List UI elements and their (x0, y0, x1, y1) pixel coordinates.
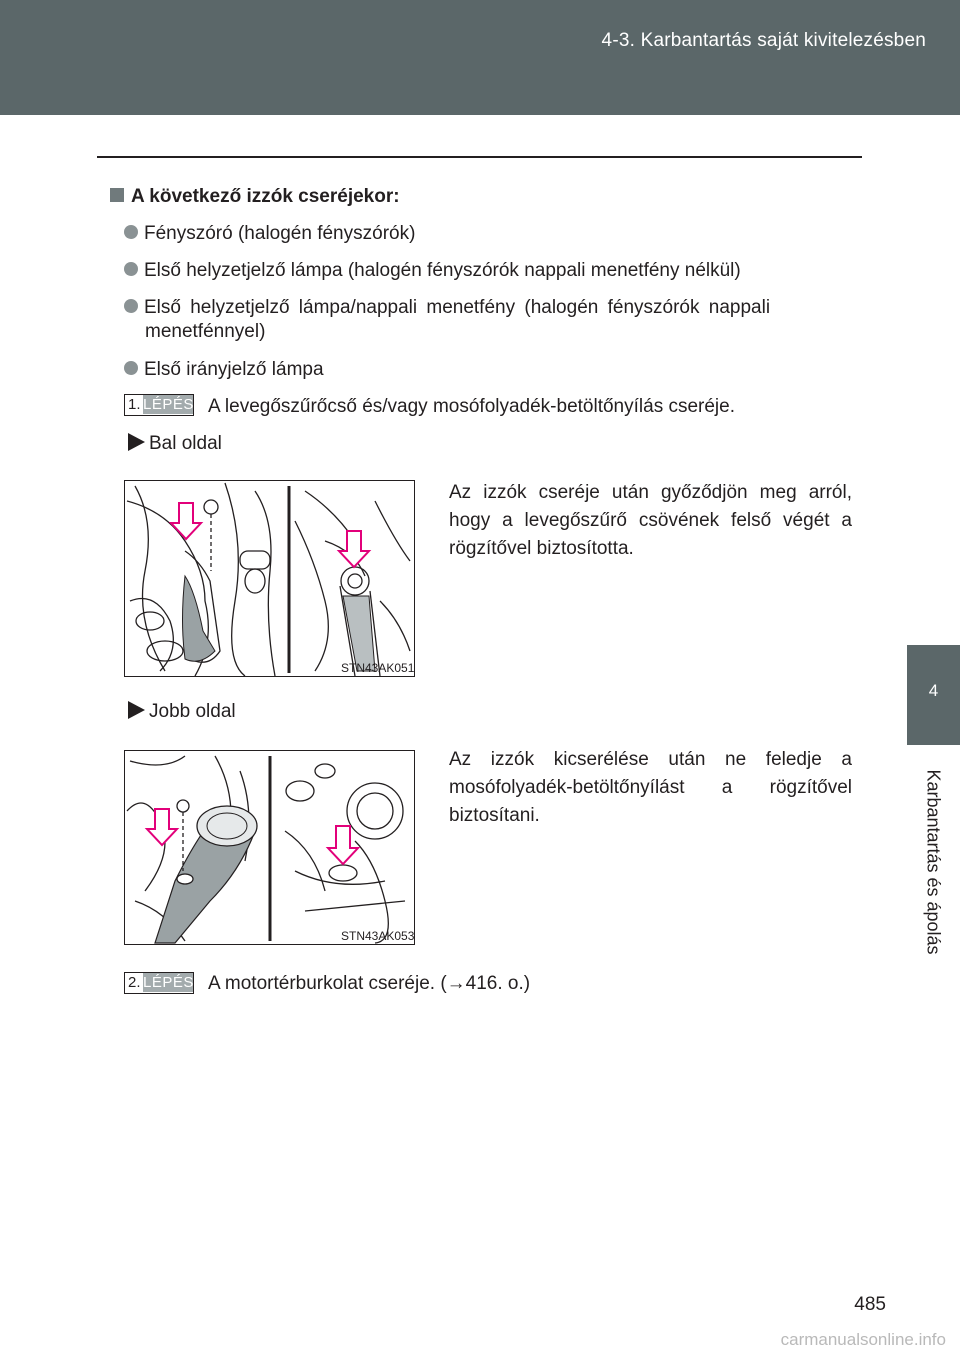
left-side-note: Az izzók cseréje után győződjön meg arról, hogy a levegőszűrő csövének felső végét a rögzítővel biztosította. (449, 482, 852, 559)
step-badge: 2. LÉPÉS (124, 972, 194, 994)
bullet-icon (124, 299, 138, 313)
right-side-note: Az izzók kicserélése után ne feledje a mosófolyadék-betöltőnyílást a rögzítővel biztosítani. (449, 749, 852, 826)
triangle-marker-icon (128, 433, 145, 451)
washer-filler-illustration (125, 751, 415, 945)
figure-left-side (124, 480, 415, 677)
bullet-icon (124, 225, 138, 239)
side-label-left: Bal oldal (128, 432, 222, 456)
step-text: A motortérburkolat cseréje. (→416. o.) (208, 973, 531, 994)
step-text: A levegőszűrőcső és/vagy mosófolyadék-betöltőnyílás cseréje. (208, 396, 735, 417)
list-item: Első helyzetjelző lámpa (halogén fényszórók nappali menetfény nélkül) (124, 259, 741, 283)
list-item: Fényszóró (halogén fényszórók) (124, 222, 415, 246)
top-rule (97, 156, 862, 158)
list-item: Első irányjelző lámpa (124, 358, 324, 382)
side-label-right: Jobb oldal (128, 700, 236, 724)
step-badge: 1. LÉPÉS (124, 394, 194, 416)
chapter-number: 4 (928, 681, 939, 700)
figure-code: STN43AK053 (341, 929, 415, 943)
chapter-label-box (910, 755, 956, 970)
chapter-tab (907, 645, 960, 745)
bullet-icon (124, 262, 138, 276)
engine-bay-illustration (125, 481, 415, 677)
triangle-marker-icon (128, 701, 145, 719)
section-title: 4-3. Karbantartás saját kivitelezésben (601, 30, 926, 51)
header-bar (0, 0, 960, 115)
section-heading: A következő izzók cseréjekor: (110, 185, 400, 209)
square-bullet-icon (110, 188, 124, 202)
chapter-label: Karbantartás és ápolás (923, 769, 944, 955)
watermark: carmanualsonline.info (780, 1330, 946, 1349)
figure-code: STN43AK051 (341, 661, 415, 675)
figure-right-side (124, 750, 415, 945)
bullet-icon (124, 361, 138, 375)
page-number: 485 (854, 1294, 886, 1315)
list-item: Első helyzetjelző lámpa/nappali menetfény (halogén fényszórók nappali (124, 296, 770, 320)
list-item-continuation: menetfénnyel) (145, 321, 266, 342)
